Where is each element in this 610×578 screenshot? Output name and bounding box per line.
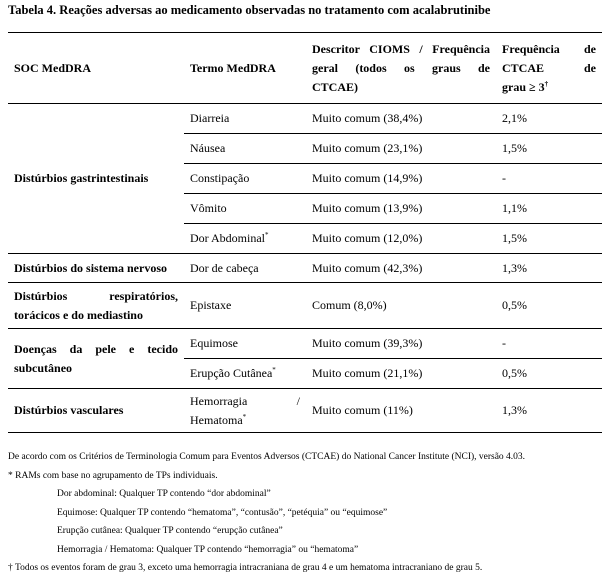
cioms-cell: Muito comum (21,1%) <box>306 359 496 389</box>
soc-line2: torácicos e do mediastino <box>14 307 143 322</box>
table-row <box>8 283 602 329</box>
soc-cell <box>8 329 184 389</box>
footnote-def: Dor abdominal: Qualquer TP contendo “dor abdominal” <box>57 489 271 499</box>
soc-line2: subcutâneo <box>14 360 73 375</box>
table-row <box>8 254 602 283</box>
footnote-dagger: † Todos os eventos foram de grau 3, exceto uma hemorragia intracraniana de grau 4 e um hematoma intracraniano de grau 5. <box>8 563 483 573</box>
table-row <box>8 389 602 433</box>
cioms-cell: Muito comum (11%) <box>306 389 496 433</box>
footnote-rams: * RAMs com base no agrupamento de TPs individuais. <box>8 470 218 481</box>
footnote-mark: * <box>265 231 269 239</box>
soc-cell: Distúrbios gastrintestinais <box>8 104 184 254</box>
ctcae-cell: 1,3% <box>496 254 602 283</box>
header-row <box>8 33 602 104</box>
header-term: Termo MedDRA <box>190 60 276 75</box>
term-line2: Hematoma <box>190 412 243 427</box>
soc-line1: Distúrbios respiratórios, <box>14 288 178 303</box>
adverse-reactions-table <box>8 32 602 433</box>
table-row <box>8 329 602 359</box>
header-cioms-line1: Descritor CIOMS / Frequência geral (todos os graus de <box>312 41 490 75</box>
ctcae-cell: 1,1% <box>496 194 602 224</box>
footnote-def: Hemorragia / Hematoma: Qualquer TP contendo “hemorragia” ou “hematoma” <box>57 544 359 555</box>
cioms-cell: Muito comum (14,9%) <box>306 164 496 194</box>
header-soc: SOC MedDRA <box>14 60 91 75</box>
term-cell: Epistaxe <box>184 283 306 329</box>
cioms-cell: Muito comum (23,1%) <box>306 134 496 164</box>
soc-cell: Distúrbios do sistema nervoso <box>8 254 184 283</box>
term-cell: Constipação <box>184 164 306 194</box>
header-ctcae-line1: Frequência de CTCAE de <box>502 41 596 75</box>
soc-cell <box>8 283 184 329</box>
term-cell <box>184 389 306 433</box>
header-cioms <box>306 33 496 104</box>
ctcae-cell: 1,5% <box>496 134 602 164</box>
term-cell: Erupção Cutânea* <box>184 359 306 389</box>
table-title: Tabela 4. Reações adversas ao medicamento observadas no tratamento com acalabrutinibe <box>8 3 491 17</box>
ctcae-cell: - <box>496 329 602 359</box>
term-cell: Equimose <box>184 329 306 359</box>
ctcae-cell: 0,5% <box>496 283 602 329</box>
footnote-mark: * <box>272 366 276 374</box>
cioms-cell: Muito comum (42,3%) <box>306 254 496 283</box>
term-cell: Dor de cabeça <box>184 254 306 283</box>
ctcae-cell: 1,5% <box>496 224 602 254</box>
term-line1: Hemorragia / <box>190 393 300 408</box>
term-cell: Diarreia <box>184 104 306 134</box>
cioms-cell: Muito comum (12,0%) <box>306 224 496 254</box>
cioms-cell: Muito comum (39,3%) <box>306 329 496 359</box>
ctcae-cell: 0,5% <box>496 359 602 389</box>
soc-line1: Doenças da pele e tecido <box>14 341 178 356</box>
soc-cell: Distúrbios vasculares <box>8 389 184 433</box>
table-row <box>8 104 602 134</box>
ctcae-cell: 2,1% <box>496 104 602 134</box>
header-cioms-line2: CTCAE) <box>312 79 359 94</box>
cioms-cell: Muito comum (38,4%) <box>306 104 496 134</box>
footnote-def: Equimose: Qualquer TP contendo “hematoma”, “contusão”, “petéquia” ou “equimose” <box>57 507 388 518</box>
cioms-cell: Comum (8,0%) <box>306 283 496 329</box>
header-ctcae <box>496 33 602 104</box>
header-ctcae-line2: grau ≥ 3 <box>502 79 545 94</box>
term-cell: Dor Abdominal* <box>184 224 306 254</box>
cioms-cell: Muito comum (13,9%) <box>306 194 496 224</box>
term-cell: Náusea <box>184 134 306 164</box>
header-ctcae-mark: † <box>544 79 549 88</box>
term-cell: Vômito <box>184 194 306 224</box>
footnote-intro: De acordo com os Critérios de Terminologia Comum para Eventos Adversos (CTCAE) do National Cancer Institute (NCI), versão 4.03. <box>8 452 526 462</box>
footnote-mark: * <box>242 412 247 421</box>
ctcae-cell: 1,3% <box>496 389 602 433</box>
footnote-def: Erupção cutânea: Qualquer TP contendo “erupção cutânea” <box>57 526 283 536</box>
footnotes <box>8 448 608 578</box>
ctcae-cell: - <box>496 164 602 194</box>
